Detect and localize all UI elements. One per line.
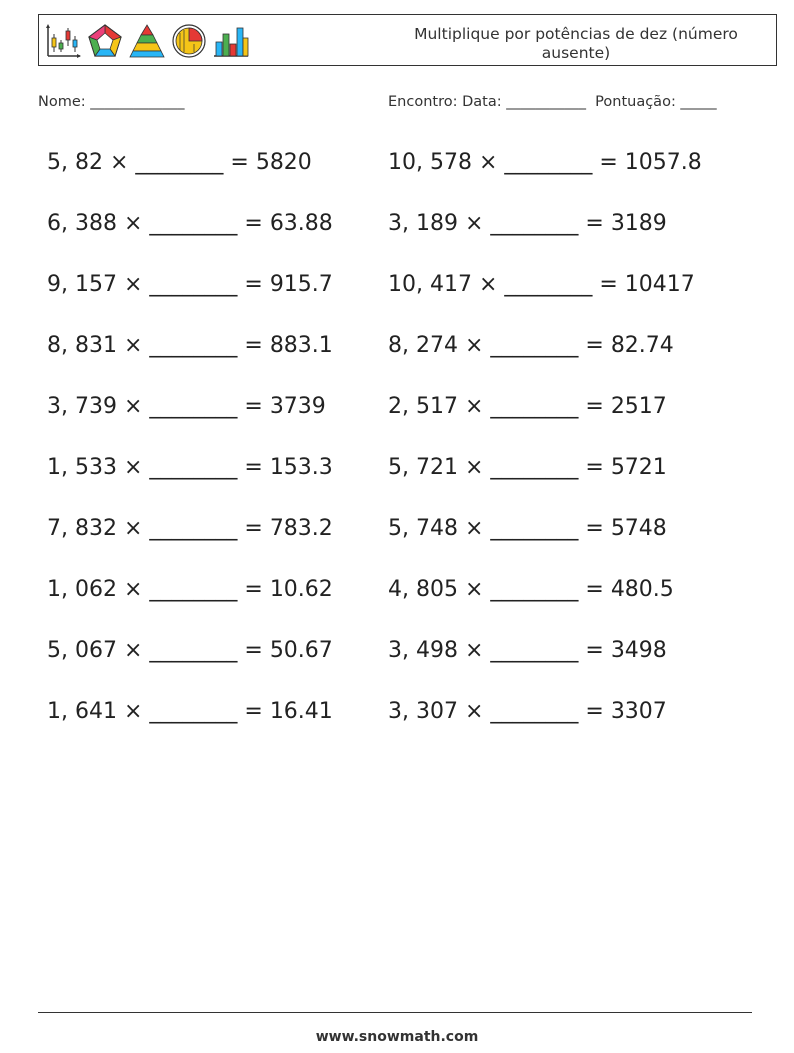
name-field-label: Nome: _____________	[38, 94, 185, 110]
problem-left-6: 1, 533 × ________ = 153.3	[47, 455, 333, 480]
worksheet-title: Multiplique por potências de dez (número ausente)	[414, 25, 738, 62]
problem-left-5: 3, 739 × ________ = 3739	[47, 394, 326, 419]
problem-right-4: 8, 274 × ________ = 82.74	[388, 333, 674, 358]
problem-right-2: 3, 189 × ________ = 3189	[388, 211, 667, 236]
problem-right-5: 2, 517 × ________ = 2517	[388, 394, 667, 419]
problem-right-8: 4, 805 × ________ = 480.5	[388, 577, 674, 602]
pie-chart-icon	[170, 22, 208, 60]
problem-right-1: 10, 578 × ________ = 1057.8	[388, 150, 702, 175]
pyramid-chart-icon	[128, 22, 166, 60]
problem-left-8: 1, 062 × ________ = 10.62	[47, 577, 333, 602]
date-score-field-label: Encontro: Data: ___________ Pontuação: _____	[388, 94, 717, 110]
problem-left-7: 7, 832 × ________ = 783.2	[47, 516, 333, 541]
problem-right-3: 10, 417 × ________ = 10417	[388, 272, 695, 297]
footer-website: www.snowmath.com	[315, 1029, 479, 1045]
problem-right-6: 5, 721 × ________ = 5721	[388, 455, 667, 480]
problem-left-10: 1, 641 × ________ = 16.41	[47, 699, 333, 724]
problem-left-4: 8, 831 × ________ = 883.1	[47, 333, 333, 358]
problem-right-9: 3, 498 × ________ = 3498	[388, 638, 667, 663]
header-icons	[44, 21, 250, 61]
footer-divider	[38, 1012, 752, 1013]
problem-left-3: 9, 157 × ________ = 915.7	[47, 272, 333, 297]
problem-right-10: 3, 307 × ________ = 3307	[388, 699, 667, 724]
candlestick-chart-icon	[44, 22, 82, 60]
problem-left-9: 5, 067 × ________ = 50.67	[47, 638, 333, 663]
problem-left-1: 5, 82 × ________ = 5820	[47, 150, 312, 175]
problem-right-7: 5, 748 × ________ = 5748	[388, 516, 667, 541]
problem-left-2: 6, 388 × ________ = 63.88	[47, 211, 333, 236]
worksheet-header	[38, 14, 777, 66]
bar-chart-icon	[212, 22, 250, 60]
pentagon-chart-icon	[86, 22, 124, 60]
